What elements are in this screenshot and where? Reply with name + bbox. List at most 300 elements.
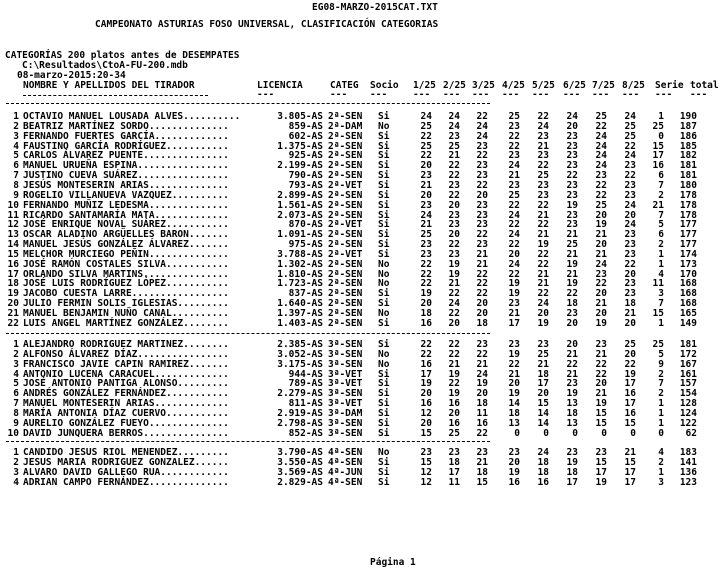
column-header: CATEG <box>330 80 359 91</box>
table-cell: 4 <box>658 268 664 280</box>
table-cell: 1.723-AS <box>277 278 323 290</box>
table-cell: 22 <box>566 358 578 370</box>
table-cell: 1.561-AS <box>277 199 323 211</box>
table-cell: 2 <box>658 368 664 380</box>
table-cell: 17 <box>624 378 636 390</box>
table-cell: 16 <box>420 398 432 410</box>
table-cell: 23 <box>420 199 432 211</box>
table-cell: JULIO FERMIN SOLIS IGLESIAS......... <box>23 298 229 310</box>
table-cell: JESÚS MONTESERIN ARIAS.............. <box>23 179 229 191</box>
table-cell: 11 <box>448 476 460 488</box>
table-cell: 21 <box>537 229 549 241</box>
column-header: Socio <box>370 80 399 91</box>
table-cell: 25 <box>508 189 520 201</box>
table-cell: 23 <box>595 447 607 458</box>
page-footer: Página 1 <box>370 557 416 568</box>
table-cell: 24 <box>448 120 460 132</box>
table-cell: 23 <box>595 170 607 182</box>
table-cell: 811-AS <box>288 398 323 410</box>
column-header: Serie <box>655 80 684 91</box>
table-cell: 1.091-AS <box>277 229 323 241</box>
table-cell: 20 <box>566 339 578 350</box>
table-cell: ALFONSO ÁLVAREZ DÍAZ................ <box>23 348 229 360</box>
table-cell: 168 <box>679 288 697 300</box>
table-cell: 19 <box>595 317 607 329</box>
table-cell: 3.550-AS <box>277 456 323 468</box>
table-cell: 16 <box>476 417 488 429</box>
table-cell: ADRIAN CAMPO FERNÁNDEZ.............. <box>23 476 229 488</box>
table-cell: Si <box>378 298 390 310</box>
table-cell: RICARDO SANTAMARÍA MATA............. <box>23 209 229 221</box>
table-cell: 23 <box>624 239 636 251</box>
table-cell: 22 <box>508 268 520 280</box>
column-header: 4/25 <box>502 80 525 91</box>
table-cell: 19 <box>420 378 432 390</box>
table-cell: JOSÉ RAMÓN COSTALES SILVA........... <box>23 258 229 270</box>
table-cell: 1.640-AS <box>277 298 323 310</box>
table-cell: 5 <box>13 378 19 390</box>
table-cell: 25 <box>595 199 607 211</box>
table-cell: 22 <box>448 339 460 350</box>
table-cell: 22 <box>595 358 607 370</box>
table-cell: 23 <box>508 120 520 132</box>
table-cell: 25 <box>595 111 607 122</box>
table-cell: 22 <box>595 179 607 191</box>
table-cell: 4ª-SEN <box>328 476 363 488</box>
table-cell: 2ª-SEN <box>328 268 363 280</box>
table-cell: 2ª-SEN <box>328 130 363 142</box>
table-cell: 3 <box>13 130 19 142</box>
table-cell: 11 <box>476 407 488 419</box>
table-cell: ANDRÉS GONZÁLEZ FERNÁNDEZ........... <box>23 388 229 400</box>
table-cell: FAUSTINO GARCÍA RODRÍGUEZ........... <box>23 140 229 152</box>
table-cell: 3ª-VET <box>328 398 363 410</box>
table-cell: AURELIO GONZÁLEZ FUEYO.............. <box>23 417 229 429</box>
table-cell: 19 <box>508 288 520 300</box>
table-cell: 25 <box>624 120 636 132</box>
table-cell: 24 <box>508 229 520 241</box>
table-cell: 2 <box>658 239 664 251</box>
table-cell: 20 <box>420 298 432 310</box>
table-cell: 1 <box>658 258 664 270</box>
table-cell: 7 <box>13 170 19 182</box>
column-underline: --- <box>370 89 388 100</box>
table-cell: 20 <box>537 308 549 319</box>
table-cell: 602-AS <box>288 130 323 142</box>
table-cell: ROGELIO VILLANUEVA VAZQUEZ.......... <box>23 189 229 201</box>
table-cell: 22 <box>448 348 460 360</box>
table-cell: 22 <box>537 219 549 231</box>
table-cell: 22 <box>595 278 607 290</box>
table-cell: 23 <box>566 189 578 201</box>
table-cell: 21 <box>566 229 578 241</box>
table-cell: 19 <box>448 388 460 400</box>
table-cell: 2.829-AS <box>277 476 323 488</box>
table-cell: 23 <box>420 239 432 251</box>
table-cell: 25 <box>537 348 549 360</box>
table-cell: 2 <box>658 189 664 201</box>
table-cell: 25 <box>652 120 664 132</box>
table-cell: 174 <box>679 248 697 260</box>
table-cell: 3 <box>13 358 19 370</box>
table-cell: 19 <box>508 466 520 478</box>
table-cell: 25 <box>448 427 460 439</box>
group-separator <box>6 333 490 334</box>
table-cell: 25 <box>537 170 549 182</box>
table-cell: 18 <box>420 308 432 319</box>
table-cell: 18 <box>508 407 520 419</box>
table-cell: 21 <box>508 308 520 319</box>
table-cell: 23 <box>624 189 636 201</box>
table-cell: 185 <box>679 140 697 152</box>
table-cell: 20 <box>595 288 607 300</box>
table-cell: 22 <box>595 120 607 132</box>
table-cell: 0 <box>572 427 578 439</box>
table-cell: 13 <box>566 398 578 410</box>
table-cell: 975-AS <box>288 239 323 251</box>
table-cell: 19 <box>508 278 520 290</box>
table-cell: 7 <box>658 298 664 310</box>
column-underline: --- <box>690 89 708 100</box>
table-cell: 3 <box>658 288 664 300</box>
table-cell: 23 <box>448 219 460 231</box>
table-cell: 16 <box>448 417 460 429</box>
table-cell: 1 <box>13 339 19 350</box>
table-cell: 25 <box>652 339 664 350</box>
table-cell: 21 <box>595 388 607 400</box>
table-cell: 19 <box>566 388 578 400</box>
table-cell: OSCAR ALADINO ARGÜELLES BARON....... <box>23 229 229 241</box>
table-cell: 2ª-SEN <box>328 199 363 211</box>
table-cell: 16 <box>7 258 19 270</box>
table-cell: 25 <box>508 111 520 122</box>
table-cell: 22 <box>537 199 549 211</box>
table-cell: 2ª-VET <box>328 179 363 191</box>
table-cell: 3.790-AS <box>277 447 323 458</box>
table-cell: 165 <box>679 308 697 319</box>
table-cell: 23 <box>566 447 578 458</box>
table-cell: 16 <box>624 388 636 400</box>
table-cell: 23 <box>624 248 636 260</box>
table-cell: 22 <box>448 288 460 300</box>
table-cell: 23 <box>508 179 520 191</box>
table-cell: 23 <box>566 130 578 142</box>
table-cell: Si <box>378 476 390 488</box>
table-cell: MARÍA ANTONIA DÍAZ CUERVO........... <box>23 407 229 419</box>
table-cell: 22 <box>420 130 432 142</box>
table-cell: No <box>378 268 390 280</box>
table-cell: 3ª-SEN <box>328 388 363 400</box>
table-cell: 16 <box>420 358 432 370</box>
table-cell: 22 <box>624 358 636 370</box>
table-cell: MELCHOR MURCIEGO PEÑIN.............. <box>23 248 229 260</box>
table-cell: 141 <box>679 456 697 468</box>
table-cell: 21 <box>448 358 460 370</box>
table-cell: 21 <box>476 248 488 260</box>
table-cell: 21 <box>595 229 607 241</box>
table-cell: 24 <box>624 199 636 211</box>
table-cell: 22 <box>537 248 549 260</box>
table-cell: 181 <box>679 160 697 172</box>
table-cell: 18 <box>566 407 578 419</box>
table-cell: 22 <box>448 308 460 319</box>
table-cell: 21 <box>476 258 488 270</box>
table-cell: 2 <box>658 388 664 400</box>
table-cell: 18 <box>566 466 578 478</box>
table-cell: 13 <box>7 229 19 241</box>
file-name: EG08-MARZO-2015CAT.TXT <box>312 2 438 13</box>
table-cell: 22 <box>624 140 636 152</box>
table-cell: JOSÉ ENRIQUE NOVAL SUÁREZ........... <box>23 219 229 231</box>
table-cell: 24 <box>624 111 636 122</box>
table-cell: 178 <box>679 189 697 201</box>
table-cell: 22 <box>624 170 636 182</box>
column-underline: --- <box>330 89 348 100</box>
table-cell: 23 <box>420 248 432 260</box>
table-cell: 168 <box>679 298 697 310</box>
table-cell: 23 <box>420 170 432 182</box>
column-underline: --- <box>257 89 275 100</box>
table-cell: 23 <box>476 199 488 211</box>
table-cell: 1.403-AS <box>277 317 323 329</box>
table-cell: 1 <box>658 407 664 419</box>
table-cell: 17 <box>420 368 432 380</box>
table-cell: Si <box>378 456 390 468</box>
table-cell: 12 <box>420 407 432 419</box>
table-cell: 14 <box>537 407 549 419</box>
table-cell: 22 <box>476 111 488 122</box>
table-cell: JOSÉ ANTONIO PANTIGA ALONSO......... <box>23 378 229 390</box>
table-cell: 172 <box>679 348 697 360</box>
table-cell: ORLANDO SILVA MARTINS............... <box>23 268 229 280</box>
table-cell: 0 <box>630 427 636 439</box>
table-cell: 2ª-SEN <box>328 298 363 310</box>
table-cell: 23 <box>566 179 578 191</box>
table-cell: 21 <box>476 456 488 468</box>
table-cell: 22 <box>420 150 432 162</box>
table-cell: 15 <box>652 308 664 319</box>
table-cell: Si <box>378 388 390 400</box>
table-cell: 22 <box>420 268 432 280</box>
table-cell: 22 <box>476 427 488 439</box>
table-cell: 23 <box>508 339 520 350</box>
table-cell: Si <box>378 407 390 419</box>
table-cell: 22 <box>420 339 432 350</box>
table-cell: 18 <box>537 466 549 478</box>
table-cell: 1.810-AS <box>277 268 323 280</box>
table-cell: Si <box>378 229 390 241</box>
table-cell: 21 <box>537 268 549 280</box>
table-cell: 16 <box>624 407 636 419</box>
table-cell: 187 <box>679 120 697 132</box>
table-cell: FERNANDO MUÑIZ LEDESMA.............. <box>23 199 229 211</box>
table-cell: MANUEL MONTESERIN ARIAS............. <box>23 398 229 410</box>
table-cell: 15 <box>595 417 607 429</box>
table-cell: No <box>378 447 390 458</box>
table-cell: 20 <box>420 417 432 429</box>
table-cell: 22 <box>476 179 488 191</box>
table-cell: 20 <box>624 317 636 329</box>
table-cell: 183 <box>679 447 697 458</box>
table-cell: 24 <box>595 130 607 142</box>
table-cell: 2ª-SEN <box>328 189 363 201</box>
table-cell: 12 <box>7 219 19 231</box>
table-cell: 19 <box>624 368 636 380</box>
table-cell: 2.919-AS <box>277 407 323 419</box>
table-cell: 20 <box>624 348 636 360</box>
table-cell: 22 <box>476 229 488 241</box>
table-cell: 3ª-SEN <box>328 358 363 370</box>
table-cell: 8 <box>13 179 19 191</box>
table-cell: 944-AS <box>288 368 323 380</box>
group-separator <box>6 103 490 104</box>
column-underline: --- <box>502 89 520 100</box>
table-cell: 2 <box>658 456 664 468</box>
table-cell: JOSÉ LUIS RODRÍGUEZ LÓPEZ........... <box>23 278 229 290</box>
table-cell: 23 <box>566 140 578 152</box>
table-cell: 3 <box>13 466 19 478</box>
table-cell: 177 <box>679 219 697 231</box>
table-cell: 2 <box>13 348 19 360</box>
table-cell: 2.073-AS <box>277 209 323 221</box>
column-header: 2/25 <box>443 80 466 91</box>
table-cell: 0 <box>658 130 664 142</box>
table-cell: FERNANDO FUERTES GARCÍA............. <box>23 130 229 142</box>
table-cell: 2ª-SEN <box>328 239 363 251</box>
table-cell: 21 <box>624 308 636 319</box>
table-cell: 2ª-SEN <box>328 317 363 329</box>
group-separator <box>6 441 490 442</box>
table-cell: 23 <box>508 298 520 310</box>
table-cell: 24 <box>508 258 520 270</box>
table-cell: 21 <box>448 150 460 162</box>
table-cell: 22 <box>476 150 488 162</box>
database-path: C:\Resultados\CtoA-FU-200.mdb <box>22 60 188 71</box>
table-cell: 3ª-SEN <box>328 417 363 429</box>
table-cell: 852-AS <box>288 427 323 439</box>
table-cell: 3.052-AS <box>277 348 323 360</box>
table-cell: 23 <box>537 130 549 142</box>
table-cell: MANUEL JESÚS GONZÁLEZ ÁLVAREZ....... <box>23 239 229 251</box>
table-cell: 62 <box>685 427 697 439</box>
table-cell: 14 <box>537 417 549 429</box>
table-cell: 15 <box>420 456 432 468</box>
table-cell: 24 <box>595 160 607 172</box>
table-cell: Si <box>378 427 390 439</box>
table-cell: 23 <box>448 179 460 191</box>
table-cell: 22 <box>476 288 488 300</box>
table-cell: 7 <box>13 398 19 410</box>
table-cell: OCTAVIO MANUEL LOUSADA ALVES.......... <box>23 111 241 122</box>
table-cell: 6 <box>13 160 19 172</box>
table-cell: 4 <box>13 368 19 380</box>
table-cell: 178 <box>679 199 697 211</box>
table-cell: 24 <box>624 150 636 162</box>
column-header: 5/25 <box>532 80 555 91</box>
table-cell: 13 <box>508 417 520 429</box>
table-cell: 20 <box>7 298 19 310</box>
table-cell: 122 <box>679 417 697 429</box>
table-cell: 5 <box>658 219 664 231</box>
table-cell: 23 <box>566 308 578 319</box>
column-header: total <box>690 80 719 91</box>
table-cell: 23 <box>537 189 549 201</box>
table-cell: No <box>378 278 390 290</box>
table-cell: 3ª-DAM <box>328 407 363 419</box>
table-cell: 1 <box>658 398 664 410</box>
table-cell: 1 <box>658 317 664 329</box>
table-cell: 24 <box>420 111 432 122</box>
table-cell: 22 <box>508 239 520 251</box>
table-cell: 181 <box>679 339 697 350</box>
table-cell: 22 <box>508 358 520 370</box>
table-cell: 24 <box>537 447 549 458</box>
table-cell: 177 <box>679 239 697 251</box>
table-cell: BEATRIZ MARTÍNEZ SORDO.............. <box>23 120 229 132</box>
column-header: 6/25 <box>563 80 586 91</box>
table-cell: 24 <box>566 111 578 122</box>
table-cell: Si <box>378 417 390 429</box>
table-cell: 793-AS <box>288 179 323 191</box>
table-cell: 2ª-VET <box>328 219 363 231</box>
table-cell: 21 <box>566 348 578 360</box>
table-cell: 23 <box>420 447 432 458</box>
table-cell: 20 <box>420 160 432 172</box>
table-cell: 167 <box>679 358 697 370</box>
table-cell: Si <box>378 130 390 142</box>
table-cell: 22 <box>420 258 432 270</box>
table-cell: 19 <box>508 388 520 400</box>
table-cell: 22 <box>476 348 488 360</box>
column-underline: --- <box>472 89 490 100</box>
table-cell: 19 <box>537 317 549 329</box>
table-cell: 178 <box>679 209 697 221</box>
table-cell: 21 <box>448 278 460 290</box>
table-cell: 21 <box>508 368 520 380</box>
table-cell: 15 <box>595 407 607 419</box>
table-cell: 20 <box>476 388 488 400</box>
table-cell: 4 <box>658 447 664 458</box>
table-cell: 190 <box>679 111 697 122</box>
table-cell: 21 <box>595 248 607 260</box>
table-cell: 24 <box>448 111 460 122</box>
table-cell: DAVID JUNQUERA BERROS............... <box>23 427 229 439</box>
table-cell: Si <box>378 179 390 191</box>
table-cell: 12 <box>420 476 432 488</box>
table-cell: 15 <box>624 456 636 468</box>
table-cell: 6 <box>658 170 664 182</box>
table-cell: 21 <box>624 447 636 458</box>
table-cell: 161 <box>679 368 697 380</box>
table-cell: 16 <box>537 476 549 488</box>
table-cell: 17 <box>508 317 520 329</box>
table-cell: 23 <box>624 160 636 172</box>
table-cell: 24 <box>448 298 460 310</box>
table-cell: Si <box>378 170 390 182</box>
column-header: 8/25 <box>622 80 645 91</box>
table-cell: 1 <box>13 447 19 458</box>
table-cell: 870-AS <box>288 219 323 231</box>
table-cell: 23 <box>624 288 636 300</box>
table-cell: 3.175-AS <box>277 358 323 370</box>
table-cell: 20 <box>566 120 578 132</box>
table-cell: CARLOS ÁLVAREZ PUENTE............... <box>23 150 229 162</box>
report-subtitle: CATEGORÍAS 200 platos antes de DESEMPATES <box>5 50 240 61</box>
table-cell: 23 <box>595 339 607 350</box>
table-cell: Si <box>378 398 390 410</box>
table-cell: 23 <box>508 150 520 162</box>
table-cell: 20 <box>595 239 607 251</box>
